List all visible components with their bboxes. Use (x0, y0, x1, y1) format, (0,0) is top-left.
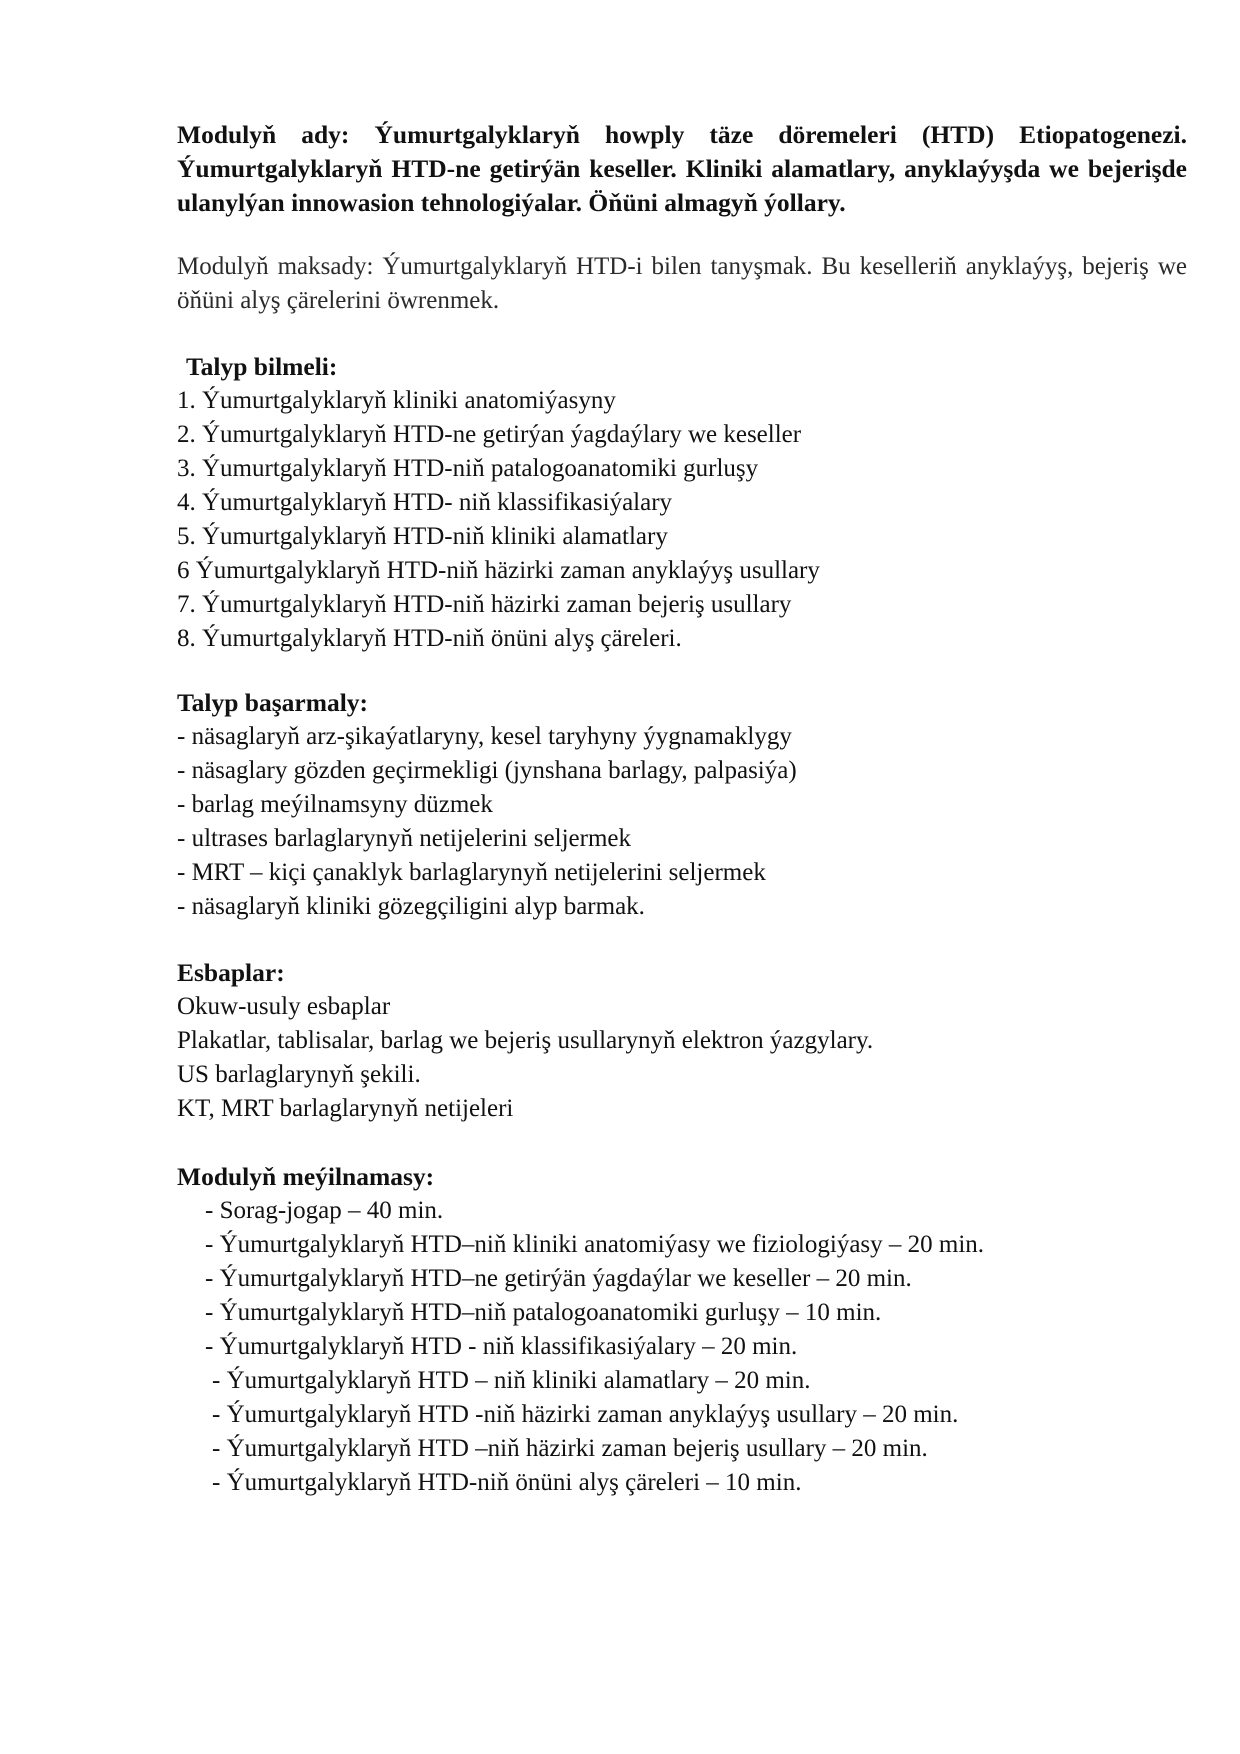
knowledge-heading: Talyp bilmeli: (186, 352, 338, 381)
list-item: - Sorag-jogap – 40 min. (205, 1197, 444, 1224)
list-item: - Ýumurtgalyklaryň HTD-niň önüni alyş çäreleri – 10 min. (212, 1469, 802, 1496)
plan-heading: Modulyň meýilnamasy: (177, 1162, 435, 1191)
list-item: - MRT – kiçi çanaklyk barlaglarynyň netijelerini seljermek (177, 859, 766, 886)
list-item: - Ýumurtgalyklaryň HTD -niň häzirki zaman anyklaýyş usullary – 20 min. (212, 1401, 959, 1428)
list-item: - näsaglaryň arz-şikaýatlaryny, kesel taryhyny ýygnamaklygy (177, 723, 792, 750)
list-item: 2. Ýumurtgalyklaryň HTD-ne getirýan ýagdaýlary we keseller (177, 421, 802, 448)
list-item: - näsaglaryň kliniki gözegçiligini alyp barmak. (177, 893, 645, 920)
list-item: 6 Ýumurtgalyklaryň HTD-niň häzirki zaman anyklaýyş usullary (177, 557, 820, 584)
module-title: Modulyň ady: Ýumurtgalyklaryň howply täze döremeleri (HTD) Etiopatogenezi. Ýumurtgalyklaryň HTD-ne getirýän keseller. Kliniki alamatlary, anyklaýyşda we bejerişde ulanylýan innowasion tehnologiýalar. Öňüni almagyň ýollary. (177, 120, 1187, 217)
plan-list (177, 1194, 1187, 1500)
tools-heading: Esbaplar: (177, 958, 285, 987)
list-item: - näsaglary gözden geçirmekligi (jynshana barlagy, palpasiýa) (177, 757, 797, 784)
tools-list (177, 990, 1187, 1126)
list-item: 4. Ýumurtgalyklaryň HTD- niň klassifikasiýalary (177, 489, 673, 516)
list-item: - Ýumurtgalyklaryň HTD – niň kliniki alamatlary – 20 min. (212, 1367, 811, 1394)
list-item: - ultrases barlaglarynyň netijelerini seljermek (177, 825, 631, 852)
knowledge-list (177, 384, 1187, 656)
list-item: - barlag meýilnamsyny düzmek (177, 791, 493, 818)
list-item: 1. Ýumurtgalyklaryň kliniki anatomiýasyny (177, 387, 616, 414)
list-item: Plakatlar, tablisalar, barlag we bejeriş usullarynyň elektron ýazgylary. (177, 1027, 874, 1054)
list-item: - Ýumurtgalyklaryň HTD–niň kliniki anatomiýasy we fiziologiýasy – 20 min. (205, 1231, 985, 1258)
list-item: 7. Ýumurtgalyklaryň HTD-niň häzirki zaman bejeriş usullary (177, 591, 792, 618)
list-item: - Ýumurtgalyklaryň HTD - niň klassifikasiýalary – 20 min. (205, 1333, 798, 1360)
list-item: Okuw-usuly esbaplar (177, 993, 391, 1020)
list-item: 5. Ýumurtgalyklaryň HTD-niň kliniki alamatlary (177, 523, 668, 550)
list-item: - Ýumurtgalyklaryň HTD –niň häzirki zaman bejeriş usullary – 20 min. (212, 1435, 928, 1462)
skills-list (177, 720, 1187, 924)
list-item: 8. Ýumurtgalyklaryň HTD-niň önüni alyş çäreleri. (177, 625, 682, 652)
list-item: KT, MRT barlaglarynyň netijeleri (177, 1095, 514, 1122)
list-item: US barlaglarynyň şekili. (177, 1061, 421, 1088)
document-page (177, 118, 1187, 1500)
module-aim: Modulyň maksady: Ýumurtgalyklaryň HTD-i bilen tanyşmak. Bu keselleriň anyklaýyş, bejeriş we öňüni alyş çärelerini öwrenmek. (177, 253, 1187, 314)
list-item: - Ýumurtgalyklaryň HTD–niň patalogoanatomiki gurluşy – 10 min. (205, 1299, 882, 1326)
list-item: - Ýumurtgalyklaryň HTD–ne getirýän ýagdaýlar we keseller – 20 min. (205, 1265, 912, 1292)
list-item: 3. Ýumurtgalyklaryň HTD-niň patalogoanatomiki gurluşy (177, 455, 759, 482)
skills-heading: Talyp başarmaly: (177, 688, 369, 717)
